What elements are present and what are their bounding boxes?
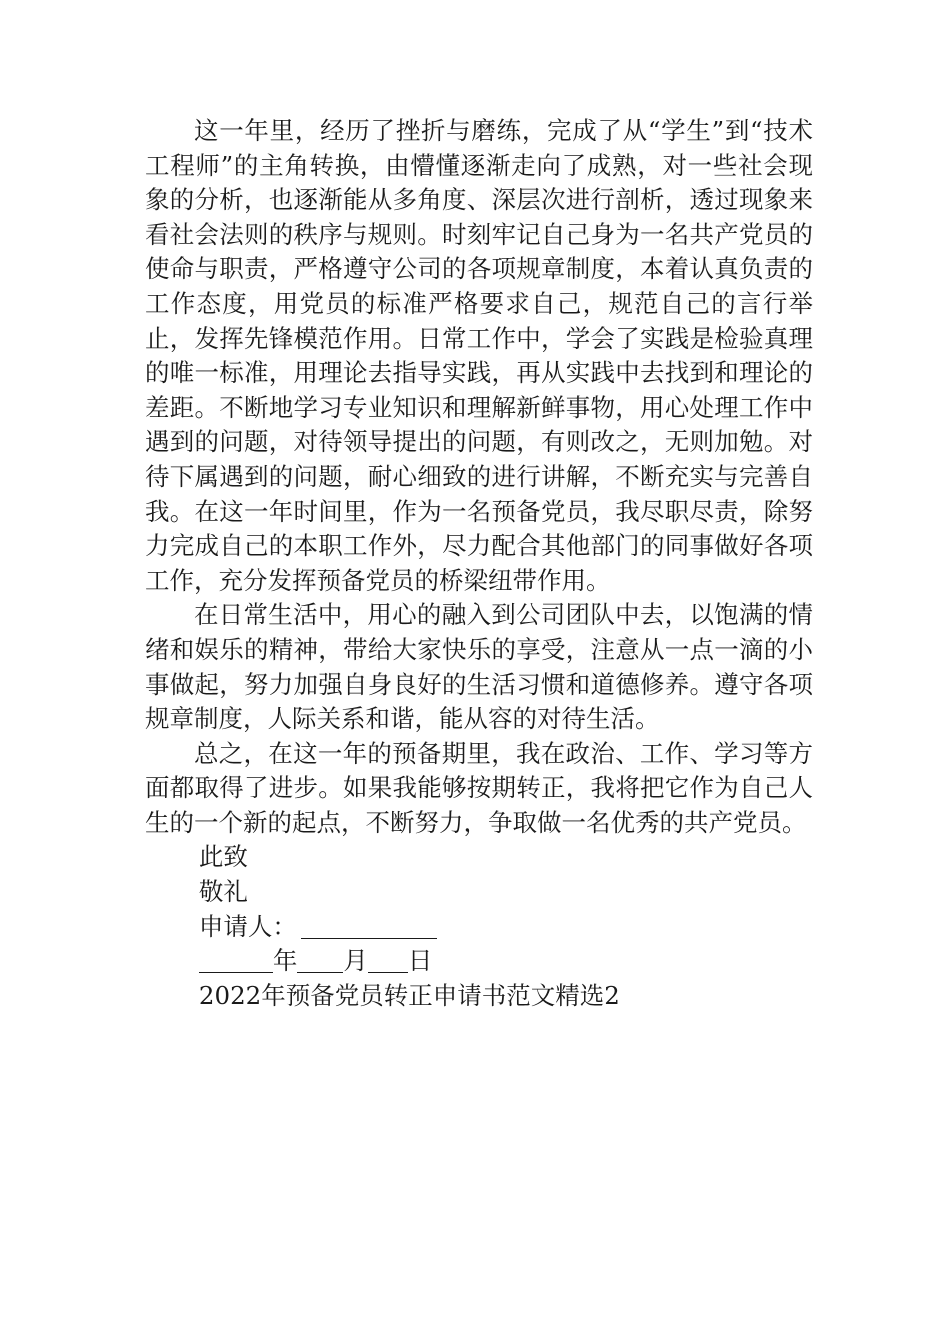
paragraph-3: 总之，在这一年的预备期里，我在政治、工作、学习等方面都取得了进步。如果我能够按期转正，我将把它作为自己人生的一个新的起点，不断努力，争取做一名优秀的共产党员。: [145, 738, 813, 837]
year-blank: [199, 946, 273, 973]
month-blank: [297, 946, 343, 973]
date-line: [145, 944, 813, 979]
salutation-jing-li: 敬礼: [198, 877, 248, 907]
day-blank: [368, 946, 408, 973]
applicant-label: 申请人：: [198, 911, 297, 941]
applicant-line: [145, 910, 813, 945]
salutation-ci-zhi: 此致: [198, 842, 248, 872]
year-label: 年: [272, 946, 298, 976]
paragraph-2: 在日常生活中，用心的融入到公司团队中去，以饱满的情绪和娱乐的精神，带给大家快乐的享受，注意从一点一滴的小事做起，努力加强自身良好的生活习惯和道德修养。遵守各项规章制度，人际关系和谐，能从容的对待生活。: [145, 600, 813, 734]
month-label: 月: [343, 946, 368, 976]
next-section-title: 2022年预备党员转正申请书范文精选2: [198, 980, 620, 1010]
applicant-blank: [301, 912, 437, 939]
paragraph-1: 这一年里，经历了挫折与磨练，完成了从“学生”到“技术工程师”的主角转换，由懵懂逐渐走向了成熟，对一些社会现象的分析，也逐渐能从多角度、深层次进行剖析，透过现象来看社会法则的秩序与规则。时刻牢记自己身为一名共产党员的使命与职责，严格遵守公司的各项规章制度，本着认真负责的工作态度，用党员的标准严格要求自己，规范自己的言行举止，发挥先锋模范作用。日常工作中，学会了实践是检验真理的唯一标准，用理论去指导实践，再从实践中去找到和理论的差距。不断地学习专业知识和理解新鲜事物，用心处理工作中遇到的问题，对待领导提出的问题，有则改之，无则加勉。对待下属遇到的问题，耐心细致的进行讲解，不断充实与完善自我。在这一年时间里，作为一名预备党员，我尽职尽责，除努力完成自己的本职工作外，尽力配合其他部门的同事做好各项工作，充分发挥预备党员的桥梁纽带作用。: [145, 116, 813, 595]
day-label: 日: [407, 946, 433, 976]
document-body: [145, 114, 813, 1013]
